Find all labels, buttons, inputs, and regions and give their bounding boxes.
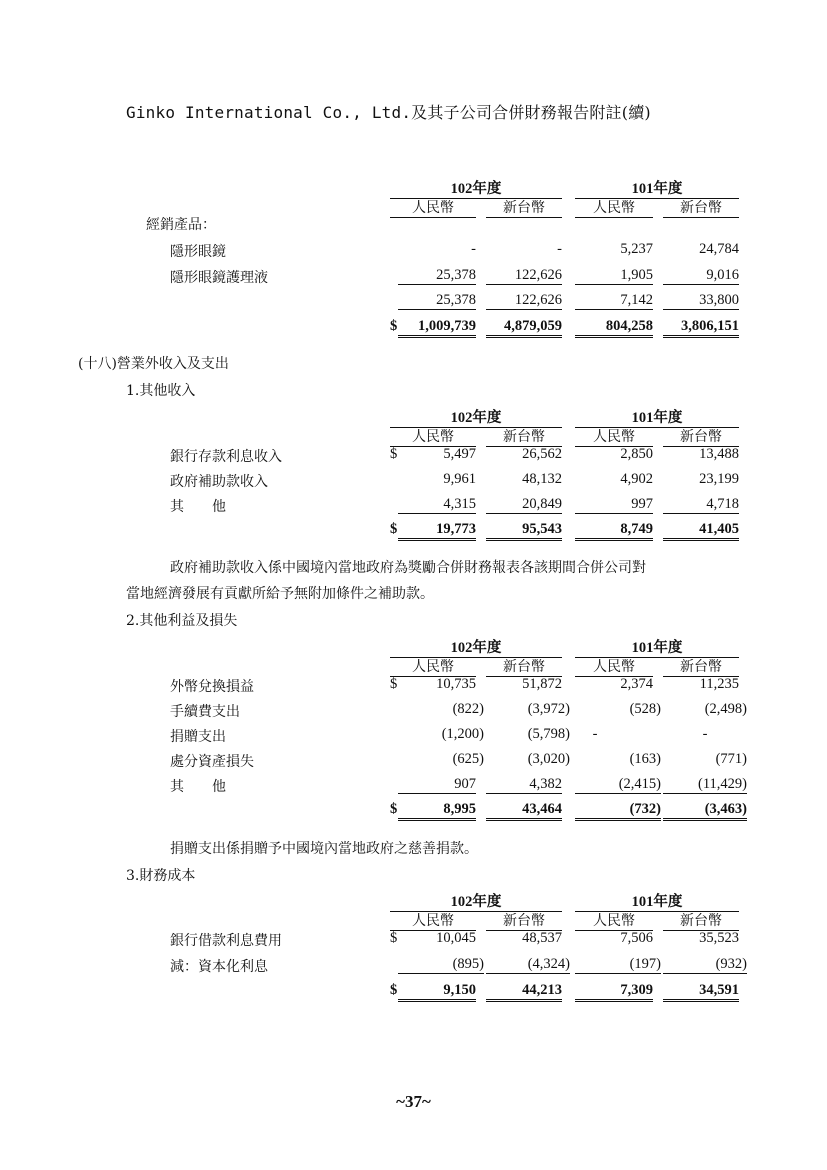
dollar-sign: $ <box>390 446 398 462</box>
col-rmb-102: 人民幣 <box>390 656 476 677</box>
cell: 41,405 <box>663 521 739 541</box>
cell: (625) <box>452 751 484 767</box>
cell: 10,735 <box>436 676 476 692</box>
cell: (932) <box>663 956 747 974</box>
cell: (5,798) <box>527 726 570 742</box>
cell: 20,849 <box>486 496 562 514</box>
col-twd-102: 新台幣 <box>486 426 562 447</box>
subsection-heading: 1.其他收入 <box>126 383 196 399</box>
cell: 48,537 <box>522 930 562 946</box>
cell: 5,497 <box>443 446 476 462</box>
cell: 25,378 <box>398 267 476 285</box>
cell: - <box>557 241 562 257</box>
cell: - <box>471 241 476 257</box>
note-text: 政府補助款收入係中國境內當地政府為獎勵合併財務報表各該期間合併公司對 <box>170 560 646 576</box>
cell: (732) <box>575 801 661 821</box>
row-label: 隱形眼鏡 <box>170 244 226 260</box>
cell: 4,718 <box>663 496 739 514</box>
col-rmb-102: 人民幣 <box>390 910 476 931</box>
row-label: 銀行存款利息收入 <box>170 449 282 465</box>
cell: 804,258 <box>575 318 653 338</box>
cell: (2,498) <box>704 701 747 717</box>
year-header-101: 101年度 <box>575 636 739 658</box>
cell: - <box>592 726 598 742</box>
cell: 122,626 <box>486 292 562 310</box>
dollar-sign: $ <box>390 930 398 946</box>
title-suffix: 及其子公司合併財務報告附註(續) <box>411 103 651 122</box>
year-header-101: 101年度 <box>575 406 739 428</box>
cell: (771) <box>715 751 747 767</box>
cell: 25,378 <box>398 292 476 310</box>
col-twd-101: 新台幣 <box>663 197 739 218</box>
cell: 48,132 <box>522 471 562 487</box>
year-header-102: 102年度 <box>390 636 562 658</box>
cell: 4,315 <box>398 496 476 514</box>
cell: 7,309 <box>575 982 653 1002</box>
page-title <box>126 100 651 123</box>
cell: 9,961 <box>443 471 476 487</box>
cell: (163) <box>629 751 661 767</box>
col-rmb-101: 人民幣 <box>575 197 653 218</box>
cell: 34,591 <box>663 982 739 1002</box>
dollar-sign: $ <box>390 318 398 334</box>
cell: 43,464 <box>486 801 562 821</box>
col-twd-102: 新台幣 <box>486 197 562 218</box>
cell: (3,972) <box>527 701 570 717</box>
cell: 122,626 <box>486 267 562 285</box>
cell: 44,213 <box>486 982 562 1002</box>
row-label: 減：資本化利息 <box>170 959 268 975</box>
col-rmb-101: 人民幣 <box>575 910 653 931</box>
year-header-102: 102年度 <box>390 406 562 428</box>
cell: 8,749 <box>575 521 653 541</box>
col-twd-102: 新台幣 <box>486 656 562 677</box>
cell: 13,488 <box>699 446 739 462</box>
col-rmb-101: 人民幣 <box>575 426 653 447</box>
col-twd-101: 新台幣 <box>663 426 739 447</box>
cell: 24,784 <box>699 241 739 257</box>
dollar-sign: $ <box>390 801 398 817</box>
cell: (822) <box>452 701 484 717</box>
note-text: 捐贈支出係捐贈予中國境內當地政府之慈善捐款。 <box>170 841 478 857</box>
cell: 7,506 <box>620 930 653 946</box>
row-label: 隱形眼鏡護理液 <box>170 270 268 286</box>
year-header-102: 102年度 <box>390 890 562 912</box>
row-label: 銀行借款利息費用 <box>170 933 282 949</box>
cell: 3,806,151 <box>663 318 739 338</box>
cell: (197) <box>575 956 661 974</box>
cell: (1,200) <box>441 726 484 742</box>
cell: 9,150 <box>398 982 476 1002</box>
col-rmb-101: 人民幣 <box>575 656 653 677</box>
row-label: 外幣兌換損益 <box>170 679 254 695</box>
row-label: 其 他 <box>170 499 226 515</box>
col-twd-102: 新台幣 <box>486 910 562 931</box>
col-rmb-102: 人民幣 <box>390 197 476 218</box>
row-label: 捐贈支出 <box>170 729 226 745</box>
cell: (895) <box>398 956 484 974</box>
cell: (528) <box>629 701 661 717</box>
row-label: 處分資產損失 <box>170 754 254 770</box>
cell: (2,415) <box>575 776 661 794</box>
cell: 8,995 <box>398 801 476 821</box>
cell: 9,016 <box>663 267 739 285</box>
cell: (3,020) <box>527 751 570 767</box>
cell: 1,905 <box>575 267 653 285</box>
cell: 4,879,059 <box>486 318 562 338</box>
cell: 4,902 <box>620 471 653 487</box>
subsection-heading: 2.其他利益及損失 <box>126 613 238 629</box>
year-header-101: 101年度 <box>575 890 739 912</box>
year-header-101: 101年度 <box>575 177 739 199</box>
dollar-sign: $ <box>390 521 398 537</box>
cell: 23,199 <box>699 471 739 487</box>
cell: 10,045 <box>436 930 476 946</box>
cell: - <box>702 726 708 742</box>
cell: 95,543 <box>486 521 562 541</box>
cell: 4,382 <box>486 776 562 794</box>
year-header-102: 102年度 <box>390 177 562 199</box>
cell: (4,324) <box>486 956 570 974</box>
cell: 5,237 <box>620 241 653 257</box>
dollar-sign: $ <box>390 982 398 998</box>
row-label: 政府補助款收入 <box>170 474 268 490</box>
row-label: 其 他 <box>170 779 226 795</box>
distribution-label: 經銷產品： <box>146 217 216 233</box>
row-label: 手續費支出 <box>170 704 240 720</box>
section-heading: (十八)營業外收入及支出 <box>78 356 229 372</box>
cell: 2,850 <box>620 446 653 462</box>
col-rmb-102: 人民幣 <box>390 426 476 447</box>
note-text: 當地經濟發展有貢獻所給予無附加條件之補助款。 <box>126 586 434 602</box>
cell: 19,773 <box>398 521 476 541</box>
col-twd-101: 新台幣 <box>663 910 739 931</box>
cell: 907 <box>398 776 476 794</box>
cell: 7,142 <box>575 292 653 310</box>
page-number: ~37~ <box>396 1092 431 1111</box>
cell: 11,235 <box>699 676 739 692</box>
cell: 35,523 <box>699 930 739 946</box>
subsection-heading: 3.財務成本 <box>126 868 196 884</box>
cell: 997 <box>575 496 653 514</box>
cell: (3,463) <box>663 801 747 821</box>
cell: 51,872 <box>522 676 562 692</box>
cell: 2,374 <box>620 676 653 692</box>
dollar-sign: $ <box>390 676 398 692</box>
cell: (11,429) <box>663 776 747 794</box>
cell: 26,562 <box>522 446 562 462</box>
company-name: Ginko International Co., Ltd. <box>126 103 412 122</box>
col-twd-101: 新台幣 <box>663 656 739 677</box>
cell: 33,800 <box>663 292 739 310</box>
cell: 1,009,739 <box>398 318 476 338</box>
